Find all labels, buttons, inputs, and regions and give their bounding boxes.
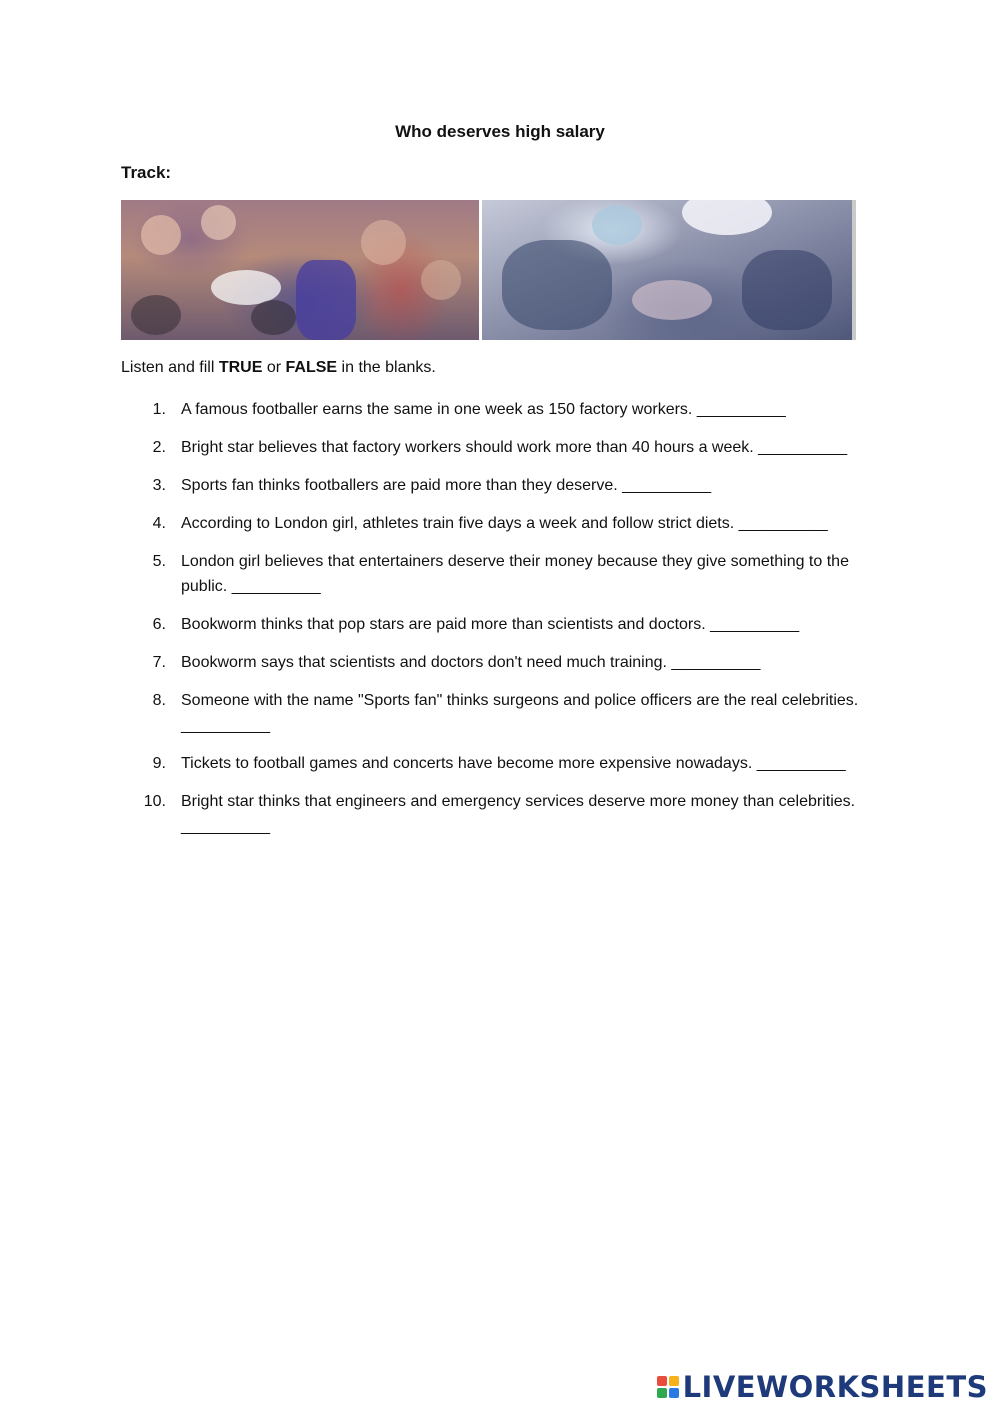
footballer-photo [121, 200, 479, 340]
question-item [121, 435, 881, 460]
question-item [121, 473, 881, 498]
question-number: 9. [152, 755, 166, 772]
question-number: 10. [143, 793, 166, 810]
question-number: 6. [152, 616, 166, 633]
question-number: 2. [152, 439, 166, 456]
question-number: 4. [152, 515, 166, 532]
logo-square-yellow [669, 1376, 679, 1386]
logo-square-blue [669, 1388, 679, 1398]
page-title: Who deserves high salary [395, 122, 605, 141]
liveworksheets-logo-icon [657, 1376, 679, 1398]
logo-square-red [657, 1376, 667, 1386]
question-text: According to London girl, athletes train five days a week and follow strict diets. __________ [181, 515, 828, 532]
question-item [121, 751, 881, 776]
question-item [121, 549, 881, 599]
false-word: FALSE [285, 359, 338, 376]
liveworksheets-watermark [657, 1370, 988, 1404]
question-number: 8. [152, 692, 166, 709]
watermark-text: LIVEWORKSHEETS [682, 1370, 988, 1404]
question-list [121, 397, 881, 852]
question-text: London girl believes that entertainers deserve their money because they give something to the public. __________ [181, 553, 849, 595]
question-text: Bookworm thinks that pop stars are paid more than scientists and doctors. __________ [181, 616, 800, 633]
instructions [121, 359, 436, 377]
question-number: 1. [152, 401, 166, 418]
question-item [121, 650, 881, 675]
true-word: TRUE [218, 359, 263, 376]
instructions-middle: or [262, 359, 286, 376]
question-text: Sports fan thinks footballers are paid more than they deserve. __________ [181, 477, 712, 494]
question-text: Tickets to football games and concerts have become more expensive nowadays. __________ [181, 755, 846, 772]
instructions-before: Listen and fill [121, 359, 219, 376]
question-item [121, 397, 881, 422]
question-number: 5. [152, 553, 166, 570]
question-item [121, 688, 881, 738]
question-text: A famous footballer earns the same in one week as 150 factory workers. __________ [181, 401, 786, 418]
surgeons-photo [482, 200, 856, 340]
logo-square-green [657, 1388, 667, 1398]
question-text: Bright star believes that factory workers should work more than 40 hours a week. __________ [181, 439, 848, 456]
question-number: 7. [152, 654, 166, 671]
question-text: Bright star thinks that engineers and emergency services deserve more money than celebrities. __________ [181, 793, 856, 835]
question-text: Bookworm says that scientists and doctors don't need much training. __________ [181, 654, 761, 671]
instructions-after: in the blanks. [337, 359, 436, 376]
header-banner [121, 200, 856, 340]
question-number: 3. [152, 477, 166, 494]
question-text: Someone with the name "Sports fan" thinks surgeons and police officers are the real celebrities. __________ [181, 692, 859, 734]
question-item [121, 612, 881, 637]
question-item [121, 511, 881, 536]
question-item [121, 789, 881, 839]
track-label: Track: [121, 163, 172, 182]
